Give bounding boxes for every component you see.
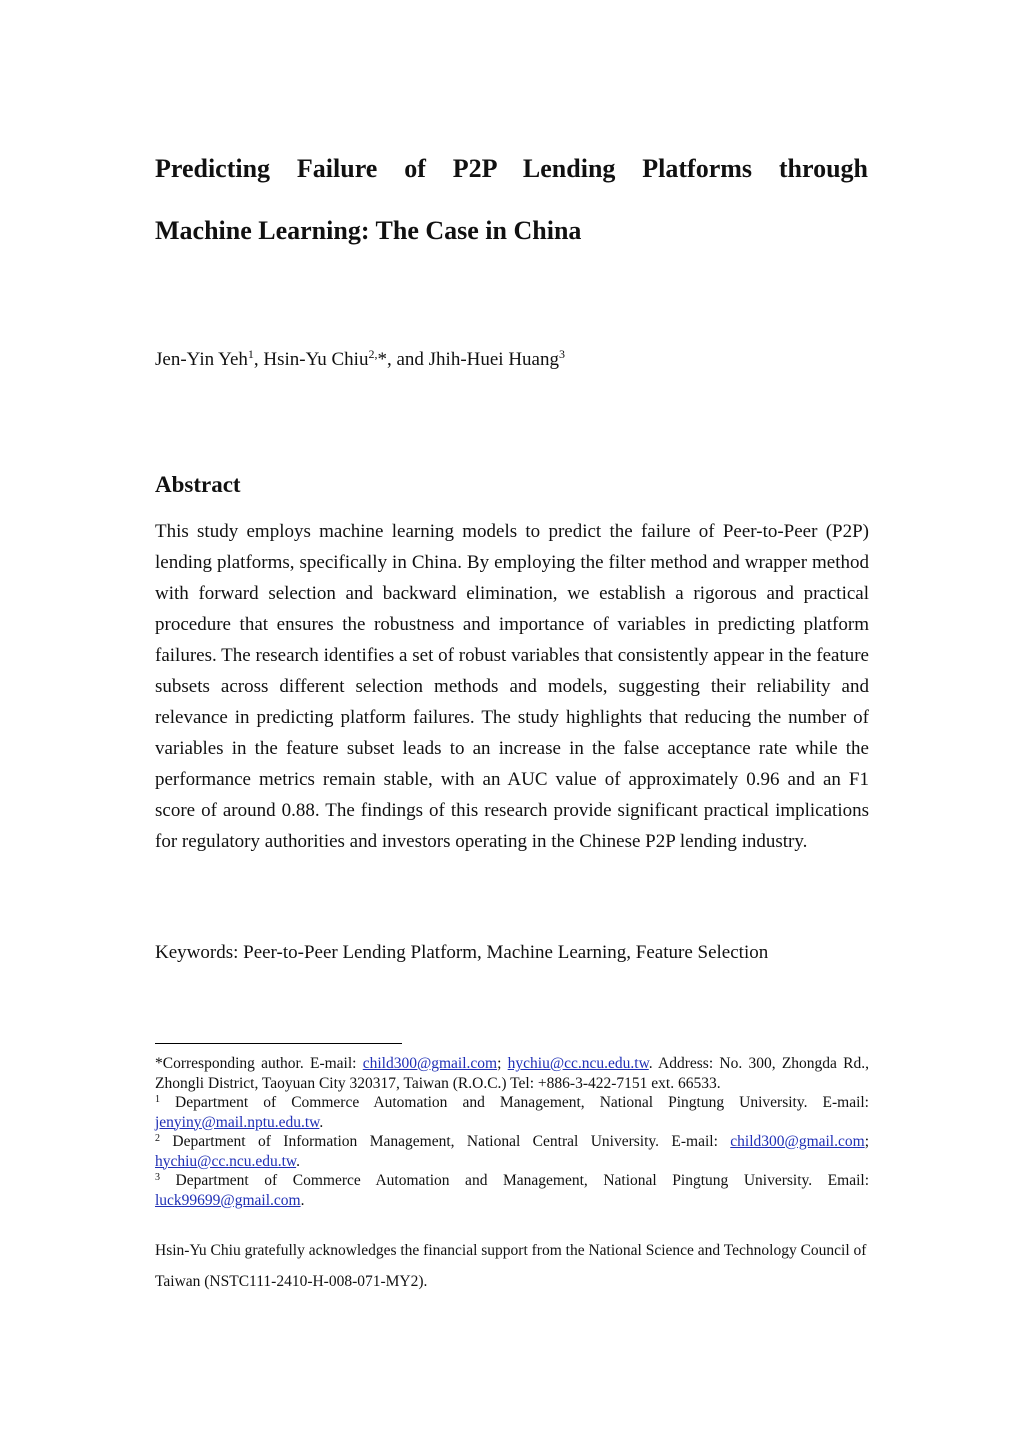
email-link[interactable]: child300@gmail.com	[362, 1055, 498, 1072]
author-affiliation-mark: 2,	[368, 347, 378, 361]
paper-title-line-2: Machine Learning: The Case in China	[155, 216, 582, 245]
footnote-text: ;	[864, 1133, 869, 1150]
author-affiliation-mark: 3	[558, 347, 565, 361]
email-link[interactable]: child300@gmail.com	[730, 1133, 865, 1150]
footnotes	[155, 1054, 869, 1210]
footnote-text: .	[319, 1113, 324, 1131]
author-list	[155, 349, 565, 371]
footnote-text: Department of Information Management, National Central University. E-mail:	[160, 1133, 731, 1150]
author-name: Jen-Yin Yeh	[155, 349, 248, 370]
email-link[interactable]: luck99699@gmail.com	[155, 1191, 301, 1209]
author-separator: , and	[386, 349, 429, 370]
footnote-corresponding-author	[155, 1054, 869, 1093]
email-link[interactable]: jenyiny@mail.nptu.edu.tw	[155, 1113, 320, 1131]
footnote-text: .	[296, 1152, 300, 1170]
footnote-3	[155, 1171, 869, 1210]
author-separator: ,	[253, 349, 264, 370]
footnote-text: *Corresponding author. E-mail:	[155, 1055, 363, 1072]
corresponding-author-mark: *	[377, 349, 387, 370]
author-name: Hsin-Yu Chiu	[263, 349, 369, 370]
abstract-heading: Abstract	[155, 472, 241, 497]
footnote-number: 1	[155, 1094, 160, 1105]
abstract-body: This study employs machine learning models to predict the failure of Peer-to-Peer (P2P) lending platforms, specifically in China. By employing the filter method and wrapper method with forward selection and backward elimination, we establish a rigorous and practical procedure that ensures the robustness and importance of variables in predicting platform failures. The research identifies a set of robust variables that consistently appear in the feature subsets across different selection methods and models, suggesting their reliability and relevance in predicting platform failures. The study highlights that reducing the number of variables in the feature subset leads to an increase in the false acceptance rate while the performance metrics remain stable, with an AUC value of approximately 0.96 and an F1 score of around 0.88. The findings of this research provide significant practical implications for regulatory authorities and investors operating in the Chinese P2P lending industry.	[155, 521, 869, 852]
footnote-divider	[155, 1043, 402, 1044]
footnote-number: 3	[155, 1172, 160, 1183]
footnote-text: .	[300, 1191, 305, 1209]
email-link[interactable]: hychiu@cc.ncu.edu.tw	[155, 1152, 297, 1170]
email-link[interactable]: hychiu@cc.ncu.edu.tw	[507, 1055, 649, 1072]
footnote-2	[155, 1132, 869, 1171]
footnote-number: 2	[155, 1133, 160, 1144]
footnote-text: Department of Commerce Automation and Management, National Pingtung University. E-mail:	[160, 1094, 869, 1111]
footnote-text: Department of Commerce Automation and Management, National Pingtung University. Email:	[160, 1172, 869, 1189]
paper-title	[155, 138, 868, 262]
author-affiliation-mark: 1	[247, 347, 254, 361]
footnote-1	[155, 1093, 869, 1132]
author-name: Jhih-Huei Huang	[428, 349, 559, 370]
footnote-text: ;	[497, 1055, 508, 1072]
footnote-text: . Address: No. 300, Zhongda Rd., Zhongli District, Taoyuan City 320317, Taiwan (R.O.C.) Tel: +886-3-422-7151 ext. 66533.	[155, 1055, 870, 1092]
keywords: Keywords: Peer-to-Peer Lending Platform, Machine Learning, Feature Selection	[155, 942, 769, 963]
paper-title-line-1: Predicting Failure of P2P Lending Platforms through	[155, 154, 868, 183]
acknowledgment: Hsin-Yu Chiu gratefully acknowledges the financial support from the National Science and Technology Council of Taiwan (NSTC111-2410-H-008-071-MY2).	[155, 1242, 867, 1290]
